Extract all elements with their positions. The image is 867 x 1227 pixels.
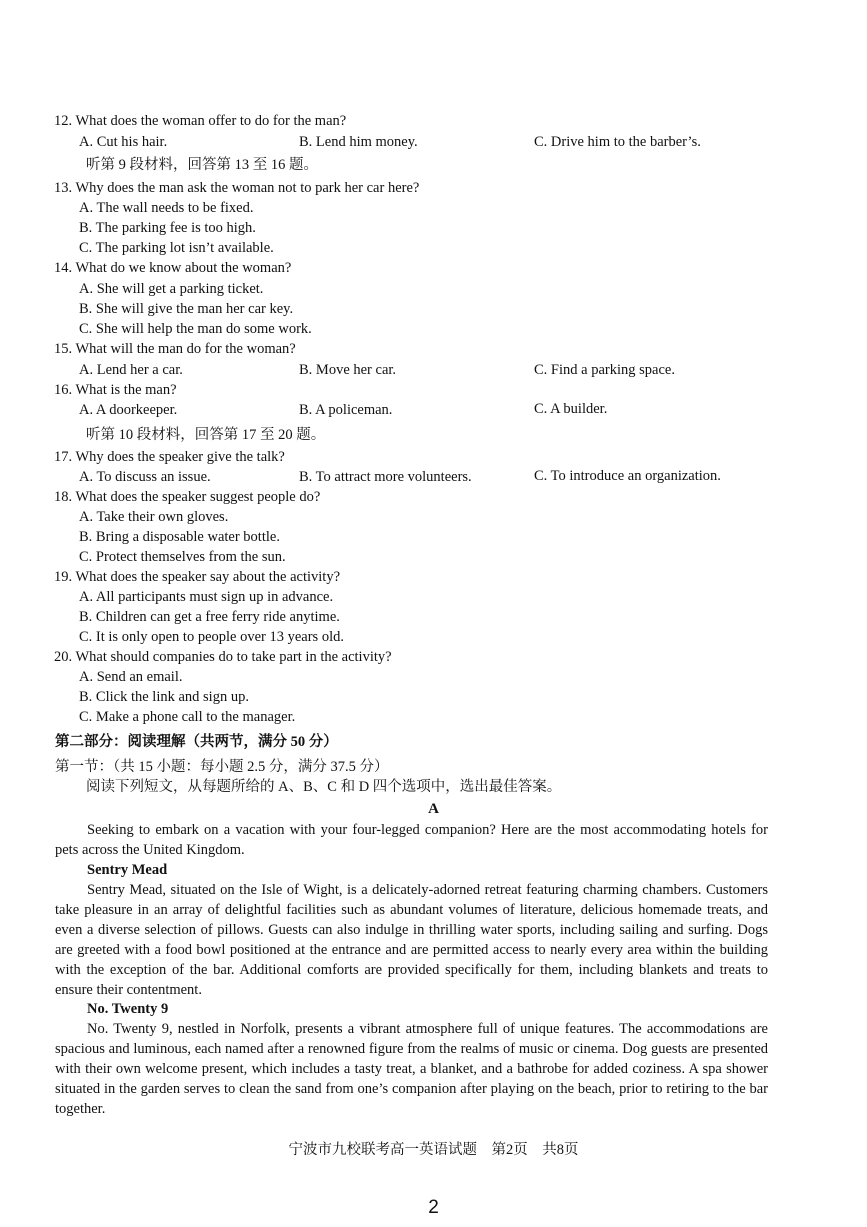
option-14a: A. She will get a parking ticket. xyxy=(79,281,264,297)
option-16a: A. A doorkeeper. xyxy=(79,402,178,418)
passage-intro xyxy=(55,820,768,860)
option-12c: C. Drive him to the barber’s. xyxy=(534,134,701,150)
option-13a: A. The wall needs to be fixed. xyxy=(79,200,254,216)
question-14: 14. What do we know about the woman? xyxy=(54,260,292,276)
option-18b: B. Bring a disposable water bottle. xyxy=(79,529,280,545)
option-13b: B. The parking fee is too high. xyxy=(79,220,256,236)
hotel-1-text: Sentry Mead, situated on the Isle of Wight, is a delicately-adorned retreat featuring charming chambers. Customers take pleasure in an array of delightful facilities such as abundant volumes of literature, delicious homemade treats, and even a diverse selection of pillows. Guests can also indulge in thrilling water sports, including sailing and surfing. Dogs are greeted with a food bowl positioned at the entrance and are permitted access to nearly every area within the building with the exception of the bar. Additional comforts are provided specifically for them, including blankets and treats to ensure their contentment. xyxy=(55,882,768,998)
question-20: 20. What should companies do to take part in the activity? xyxy=(54,649,392,665)
hotel-1-name: Sentry Mead xyxy=(87,862,168,878)
option-14c: C. She will help the man do some work. xyxy=(79,321,312,337)
option-12b: B. Lend him money. xyxy=(299,134,418,150)
question-15: 15. What will the man do for the woman? xyxy=(54,341,296,357)
passage-label: A xyxy=(428,801,439,817)
option-16c: C. A builder. xyxy=(534,401,608,417)
hotel-1-paragraph xyxy=(55,880,768,1000)
option-15c: C. Find a parking space. xyxy=(534,362,675,378)
option-20b: B. Click the link and sign up. xyxy=(79,689,249,705)
option-17c: C. To introduce an organization. xyxy=(534,468,721,484)
passage-intro-text: Seeking to embark on a vacation with your four-legged companion? Here are the most accommodating hotels for pets across the United Kingdom. xyxy=(55,822,768,858)
option-19a: A. All participants must sign up in advance. xyxy=(79,589,334,605)
question-17: 17. Why does the speaker give the talk? xyxy=(54,449,285,465)
option-20a: A. Send an email. xyxy=(79,669,183,685)
reading-part-title: 第二部分：阅读理解（共两节，满分 50 分） xyxy=(55,734,338,750)
section-10-instruction: 听第 10 段材料，回答第 17 至 20 题。 xyxy=(86,427,326,443)
option-19b: B. Children can get a free ferry ride anytime. xyxy=(79,609,340,625)
reading-instructions: 阅读下列短文，从每题所给的 A、B、C 和 D 四个选项中，选出最佳答案。 xyxy=(86,779,562,795)
page-number: 2 xyxy=(428,1197,439,1218)
page-footer: 宁波市九校联考高一英语试题 第2页 共8页 xyxy=(288,1142,579,1158)
option-18a: A. Take their own gloves. xyxy=(79,509,229,525)
question-16: 16. What is the man? xyxy=(54,382,177,398)
hotel-2-paragraph xyxy=(55,1019,768,1119)
option-16b: B. A policeman. xyxy=(299,402,393,418)
option-13c: C. The parking lot isn’t available. xyxy=(79,240,274,256)
question-18: 18. What does the speaker suggest people do? xyxy=(54,489,321,505)
question-12: 12. What does the woman offer to do for the man? xyxy=(54,113,347,129)
section-9-instruction: 听第 9 段材料，回答第 13 至 16 题。 xyxy=(86,157,318,173)
option-19c: C. It is only open to people over 13 years old. xyxy=(79,629,344,645)
option-15a: A. Lend her a car. xyxy=(79,362,183,378)
option-18c: C. Protect themselves from the sun. xyxy=(79,549,286,565)
hotel-2-name: No. Twenty 9 xyxy=(87,1001,169,1017)
hotel-2-text: No. Twenty 9, nestled in Norfolk, presents a vibrant atmosphere full of unique features. The accommodations are spacious and luminous, each named after a renowned figure from the realms of music or cinema. Dog guests are presented with their own welcome present, which includes a tasty treat, a blanket, and a bathrobe for added coziness. A spa shower situated in the garden serves to clean the sand from one’s companion after playing on the beach, prior to retiring to the bar together. xyxy=(55,1021,768,1117)
option-12a: A. Cut his hair. xyxy=(79,134,168,150)
option-17a: A. To discuss an issue. xyxy=(79,469,211,485)
question-13: 13. Why does the man ask the woman not to park her car here? xyxy=(54,180,420,196)
option-17b: B. To attract more volunteers. xyxy=(299,469,472,485)
option-20c: C. Make a phone call to the manager. xyxy=(79,709,296,725)
question-19: 19. What does the speaker say about the activity? xyxy=(54,569,341,585)
option-15b: B. Move her car. xyxy=(299,362,397,378)
reading-section-title: 第一节：（共 15 小题：每小题 2.5 分，满分 37.5 分） xyxy=(55,759,389,775)
option-14b: B. She will give the man her car key. xyxy=(79,301,294,317)
